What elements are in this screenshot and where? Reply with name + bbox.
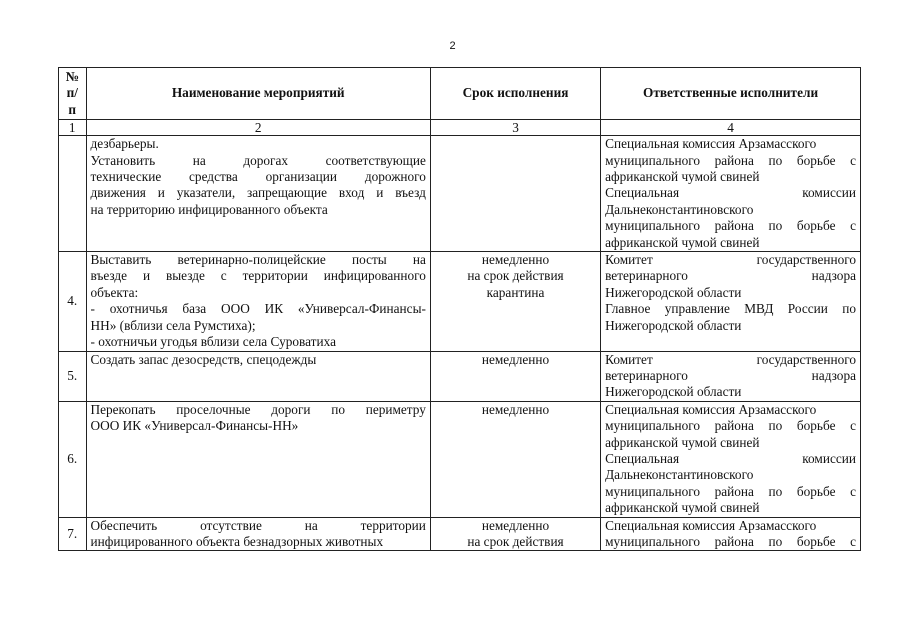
action-cell-line: Установить на дорогах соответствующие xyxy=(90,152,426,168)
action-cell-line: ООО ИК «Универсал-Финансы-НН» xyxy=(90,418,299,434)
responsible-cell-line: Комитет государственного xyxy=(605,252,856,268)
header-term: Срок исполнения xyxy=(430,68,600,120)
action-cell-line: объекта: xyxy=(90,284,139,300)
responsible-cell-line: муниципального района по борьбе с xyxy=(605,483,856,499)
responsible-cell-line: африканской чумой свиней xyxy=(605,434,760,450)
responsible-cell-line: африканской чумой свиней xyxy=(605,234,760,250)
responsible-cell-line: муниципального района по борьбе с xyxy=(605,152,856,168)
responsible-cell-line: Нижегородской области xyxy=(605,384,742,400)
row-number: 5. xyxy=(59,351,87,401)
responsible-cell-line: Специальная комиссия Арзамасского xyxy=(605,136,817,152)
term-cell-line: немедленно xyxy=(481,351,550,367)
responsible-cell-line: муниципального района по борьбе с xyxy=(605,533,856,549)
header-number-line1: № xyxy=(65,69,79,84)
responsible-cell-line: ветеринарного надзора xyxy=(605,367,856,383)
term-cell-line: на срок действия xyxy=(467,268,564,284)
term-cell-line: карантина xyxy=(486,284,545,300)
term-cell xyxy=(430,136,600,252)
responsible-cell-line: Комитет государственного xyxy=(605,351,856,367)
responsible-cell-line: Специальная комиссии xyxy=(605,450,856,466)
action-cell-line: Обеспечить отсутствие на территории xyxy=(90,517,426,533)
term-cell xyxy=(430,401,600,517)
action-cell-line: НН» (вблизи села Румстиха); xyxy=(90,317,256,333)
action-cell-line: Выставить ветеринарно-полицейские посты на xyxy=(90,252,426,268)
row-number xyxy=(59,136,87,252)
term-cell xyxy=(430,517,600,551)
responsible-cell-line: муниципального района по борьбе с xyxy=(605,418,856,434)
table-row xyxy=(59,401,861,517)
action-cell-line: технические средства организации дорожного xyxy=(90,169,426,185)
action-cell-line: дезбарьеры. xyxy=(90,136,159,152)
column-number-1: 1 xyxy=(59,120,87,136)
responsible-cell-line: Специальная комиссия Арзамасского xyxy=(605,517,817,533)
action-cell-line: движения и указатели, запрещающие вход и въезд xyxy=(90,185,426,201)
action-cell-line: Создать запас дезосредств, спецодежды xyxy=(90,351,317,367)
action-cell xyxy=(86,351,430,401)
responsible-cell-line: Дальнеконстантиновского xyxy=(605,201,754,217)
term-cell-line: немедленно xyxy=(481,517,550,533)
column-number-3: 3 xyxy=(430,120,600,136)
column-number-2: 2 xyxy=(86,120,430,136)
action-cell-line: въезде и выезде с территории инфицированного xyxy=(90,268,426,284)
row-number: 6. xyxy=(59,401,87,517)
table-row xyxy=(59,517,861,551)
table-header-row xyxy=(59,68,861,120)
page-number: 2 xyxy=(449,40,456,52)
responsible-cell-line: муниципального района по борьбе с xyxy=(605,218,856,234)
responsible-cell-line: Главное управление МВД России по xyxy=(605,301,856,317)
responsible-cell xyxy=(601,517,861,551)
action-cell-line: - охотничьи угодья вблизи села Суроватиха xyxy=(90,334,336,350)
column-numbering-row xyxy=(59,120,861,136)
term-cell xyxy=(430,252,600,351)
header-number xyxy=(59,68,87,120)
action-cell xyxy=(86,517,430,551)
responsible-cell-line: Специальная комиссия Арзамасского xyxy=(605,401,817,417)
row-number: 7. xyxy=(59,517,87,551)
action-cell-line: Перекопать проселочные дороги по периметру xyxy=(90,401,426,417)
table-row xyxy=(59,136,861,252)
action-cell-line: на территорию инфицированного объекта xyxy=(90,201,328,217)
responsible-cell-line: африканской чумой свиней xyxy=(605,169,760,185)
responsible-cell xyxy=(601,401,861,517)
responsible-cell-line: ветеринарного надзора xyxy=(605,268,856,284)
responsible-cell xyxy=(601,351,861,401)
measures-table xyxy=(58,67,861,551)
row-number: 4. xyxy=(59,252,87,351)
responsible-cell xyxy=(601,252,861,351)
responsible-cell-line: африканской чумой свиней xyxy=(605,500,760,516)
responsible-cell-line: Нижегородской области xyxy=(605,317,742,333)
action-cell xyxy=(86,136,430,252)
responsible-cell xyxy=(601,136,861,252)
header-responsible: Ответственные исполнители xyxy=(601,68,861,120)
header-number-line2: п/п xyxy=(66,85,78,117)
header-action: Наименование мероприятий xyxy=(86,68,430,120)
action-cell xyxy=(86,401,430,517)
term-cell-line: немедленно xyxy=(481,401,550,417)
table-row xyxy=(59,351,861,401)
responsible-cell-line: Нижегородской области xyxy=(605,284,742,300)
action-cell-line: - охотничья база ООО ИК «Универсал-Финансы- xyxy=(90,301,426,317)
column-number-4: 4 xyxy=(601,120,861,136)
table-row xyxy=(59,252,861,351)
term-cell-line: на срок действия xyxy=(467,533,564,549)
term-cell xyxy=(430,351,600,401)
responsible-cell-line: Специальная комиссии xyxy=(605,185,856,201)
action-cell-line: инфицированного объекта безнадзорных животных xyxy=(90,533,384,549)
action-cell xyxy=(86,252,430,351)
responsible-cell-line: Дальнеконстантиновского xyxy=(605,467,754,483)
term-cell-line: немедленно xyxy=(481,252,550,268)
